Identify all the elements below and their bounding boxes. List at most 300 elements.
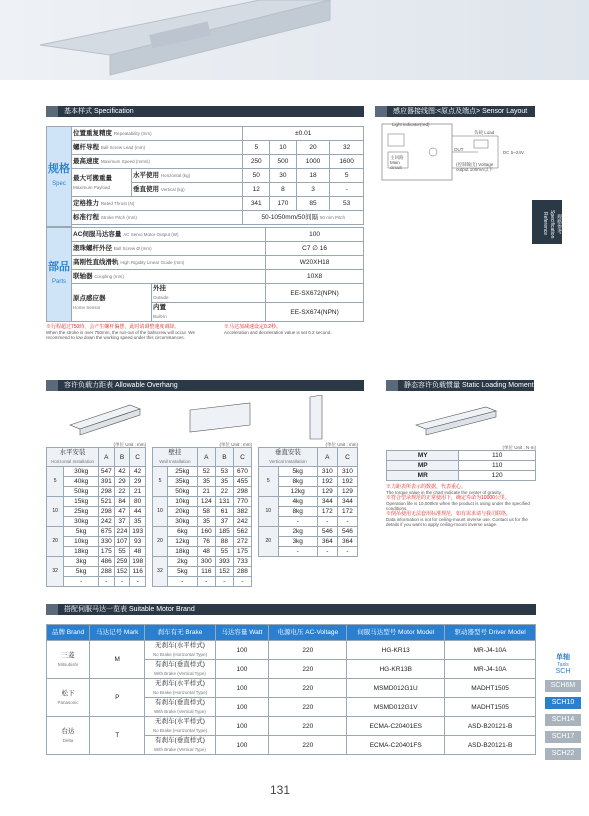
table-cell: 521 [99,497,115,507]
spec-label: 水平使用 Horizontal (kg) [132,169,243,183]
table-cell: 3kg [278,537,317,547]
table-cell: 310 [337,467,357,477]
section-title-en: Specification [93,108,134,115]
table-cell: 84 [114,497,130,507]
moment-key: MY [387,451,459,461]
table-row [153,527,252,537]
parts-value: W20XH18 [266,256,364,270]
parts-label: 联轴器 Coupling (mm) [72,270,266,284]
table-cell: 129 [317,487,337,497]
spec-value: 170 [270,197,297,211]
table-cell: 220 [269,736,347,755]
table-cell: 8kg [278,477,317,487]
table-head: 垂直安装 Vertical Installation [259,448,318,467]
table-cell: HG-KR13B [347,660,445,679]
table-cell: 6kg [167,527,197,537]
table-cell: 52 [197,467,215,477]
table-cell: MSMD012G1U [347,679,445,698]
lead-cell: 20 [47,527,64,557]
table-cell: 185 [215,527,233,537]
table-cell: MR-J4-10A [445,660,536,679]
sensor-label-out: OUT [454,147,464,152]
spec-value: ±0.01 [243,127,364,141]
table-cell: ASD-B20121-B [445,717,536,736]
spec-value: 85 [296,197,330,211]
moment-note: ※力距表所表示的数据，代表重心。 [386,484,467,490]
tab-sch6m[interactable]: SCH6M [545,680,581,692]
table-cell: 193 [130,527,146,537]
table-cell: - [337,517,357,527]
table-cell: 272 [233,537,251,547]
spec-value: 250 [243,155,270,169]
section-header-spec [46,106,364,117]
table-cell: 37 [114,517,130,527]
section-title-cn: 静态容许负载惯量 [404,382,460,389]
table-cell: 770 [233,497,251,507]
section-title-en: Allowable Overhang [114,382,178,389]
overhang-diagrams [60,395,360,440]
parts-label: 外挂 Outside [152,284,266,303]
moment-value: 120 [459,471,536,481]
table-cell: 172 [337,507,357,517]
brand-cell: 三菱 Mitsubishi [47,641,90,679]
table-cell: 192 [317,477,337,487]
table-cell: 48 [197,547,215,557]
moment-table [386,450,536,481]
table-cell: - [278,517,317,527]
section-title-en: Sensor Layout [482,108,528,115]
unit-label: (单位 Unit : mm) [325,442,358,447]
table-cell: 55 [114,547,130,557]
table-cell: 3kg [64,557,99,567]
table-cell: 76 [197,537,215,547]
table-cell: 100 [215,660,269,679]
table-cell: 30kg [64,467,99,477]
brand-cell: 松下 Panasonic [47,679,90,717]
note-1: ※行程超过750時，会产生螺杆偏摆，此时请调整速度调降。 [46,324,180,330]
spec-value: 5 [330,169,364,183]
table-cell: 100 [215,679,269,698]
table-cell: 344 [317,497,337,507]
table-row [153,567,252,577]
section-header-sensor [375,106,535,117]
table-cell: 25kg [167,467,197,477]
table-cell: 562 [233,527,251,537]
table-row [153,507,252,517]
table-cell: 37 [215,517,233,527]
moment-note: ※倒吊使用无法套用标准规范，如有需求请与我司联络。 [386,511,512,517]
table-cell: 42 [130,467,146,477]
section-title-cn: 搭配伺服马达一览表 [64,606,127,613]
table-cell: 175 [99,547,115,557]
brake-cell: 无刹车(水平样式) No Brake (Horizontal Type) [145,679,215,698]
table-cell: 288 [99,567,115,577]
spec-value: 8 [270,183,297,197]
spec-value: 12 [243,183,270,197]
table-cell: 10kg [64,537,99,547]
note-2-en: Acceleration and deceleration value is set 0.2 second. [224,330,332,335]
moment-note: Operation life is 10,000km when the product is using under the specified conditions. [386,501,530,511]
spec-value: - [330,183,364,197]
lead-cell: 20 [153,527,168,557]
table-cell: MSMD012G1V [347,698,445,717]
table-cell: 22 [114,487,130,497]
tab-sch10[interactable]: SCH10 [545,697,581,709]
table-row [259,527,358,537]
sensor-label-load: 负载 Load [474,130,495,135]
table-row [153,577,252,587]
table-cell: 344 [337,497,357,507]
static-moment-section [386,395,536,527]
spec-label: 垂直使用 Vertical (kg) [132,183,243,197]
table-cell: 298 [99,507,115,517]
table-cell: 2kg [167,557,197,567]
overhang-table-horizontal: (单位 Unit : mm) 水平安装 Horizontal Installation A B C 5 30kg 547 42 42 40kg 391 29 29 50kg 298 22 21 10 15kg 521 84 80 25kg 298 47 44 30kg 242 37 35 20 5kg 675 224 193 10kg 330 107 93 18kg 175 55 48 32 3kg 486 259 198 5kg 288 152 116 - - - - [46,442,146,587]
tab-sch14[interactable]: SCH14 [545,714,581,726]
table-cell: 18kg [167,547,197,557]
parts-label: AC伺服马达容量 AC Servo Motor Output (W) [72,228,266,242]
table-cell: 30kg [64,517,99,527]
sensor-label-dc: DC 5~24V [503,150,524,155]
brake-cell: 无刹车(水平样式) No Brake (Horizontal Type) [145,641,215,660]
table-cell: 675 [99,527,115,537]
spec-value: 1000 [296,155,330,169]
table-cell: 733 [233,557,251,567]
spec-value: 32 [330,141,364,155]
table-row [153,467,252,477]
motor-table [46,624,536,755]
section-header-static-moment [386,380,534,391]
series-nav-title: 单轴 Taxis SCH [555,654,571,675]
table-cell: 100 [215,717,269,736]
table-cell: 29 [130,477,146,487]
table-cell: 364 [337,537,357,547]
spec-value: 1600 [330,155,364,169]
spec-value: 3 [296,183,330,197]
table-cell: ECMA-C20401ES [347,717,445,736]
parts-value: 100 [266,228,364,242]
table-cell: 116 [130,567,146,577]
table-cell: 2kg [278,527,317,537]
spec-label: 定格推力 Rated Thrust (N) [72,197,243,211]
section-title-en: Suitable Motor Brand [128,606,195,613]
lead-cell: 10 [47,497,64,527]
table-row [153,557,252,567]
sensor-label-light: Light indicator(red) [392,122,430,127]
table-cell: MR-J4-10A [445,641,536,660]
lead-cell: 5 [259,467,279,497]
table-row [47,557,146,567]
table-row [47,527,146,537]
overhang-table-wall: (单位 Unit : mm) 壁挂 Wall Installation A B C 5 25kg 52 53 670 35kg 35 35 455 50kg 21 22 298 10 10kg 124 131 770 20kg 58 61 382 30kg 35 37 242 20 6kg 160 185 562 12kg 76 88 272 18kg 48 55 175 32 2kg 300 393 733 5kg 116 152 288 - - - - [152,442,252,587]
table-cell: 40kg [64,477,99,487]
table-row [47,717,536,736]
home-sensor-label: 原点感应器 Home Sensor [72,284,152,322]
spec-value: 53 [330,197,364,211]
mark-cell: T [90,717,145,755]
table-cell: 44 [130,507,146,517]
table-cell: 30kg [167,517,197,527]
table-cell: 175 [233,547,251,557]
actuator-image [0,0,589,80]
table-cell: 160 [197,527,215,537]
table-cell: 5kg [64,567,99,577]
table-cell: - [278,547,317,557]
parts-value: C7 ∅ 16 [266,242,364,256]
spec-label: 位置重复精度 Repeatability (mm) [72,127,243,141]
table-cell: 61 [215,507,233,517]
unit-label: (单位 Unit : mm) [219,442,252,447]
table-cell: 547 [99,467,115,477]
table-cell: 546 [337,527,357,537]
moment-key: MR [387,471,459,481]
table-cell: 298 [99,487,115,497]
table-cell: - [99,577,115,587]
table-cell: 22 [215,487,233,497]
table-cell: - [114,577,130,587]
table-cell: 21 [130,487,146,497]
table-cell: - [64,577,99,587]
unit-label-nm: (单位 Unit : N·m) [502,445,536,450]
table-cell: 93 [130,537,146,547]
motor-table-header [47,625,536,641]
spec-table [46,126,364,340]
table-head: 壁挂 Wall Installation [153,448,198,467]
vertical-spec-reference-label: 规格参考 Specification Reference [532,200,562,244]
table-cell: 198 [130,557,146,567]
table-cell: 100 [215,736,269,755]
spec-value: 10 [270,141,297,155]
col-header: 伺服马达型号 Motor Model [347,625,445,641]
table-cell: 455 [233,477,251,487]
section-header-overhang [46,380,364,391]
table-cell: 391 [99,477,115,487]
table-cell: 18kg [64,547,99,557]
table-cell: 310 [317,467,337,477]
table-cell: 35 [197,477,215,487]
moment-value: 110 [459,451,536,461]
table-cell: 8kg [278,507,317,517]
table-cell: HG-KR13 [347,641,445,660]
table-cell: 131 [215,497,233,507]
table-cell: 48 [130,547,146,557]
table-row [259,467,358,477]
spec-value: 50-1050mm/50间隔 50 mm Pitch [243,211,364,225]
table-cell: 298 [233,487,251,497]
table-cell: 100 [215,698,269,717]
col-header: 电源电压 AC-Voltage [269,625,347,641]
spec-value: 5 [243,141,270,155]
table-cell: 220 [269,698,347,717]
table-cell: 12kg [278,487,317,497]
moment-note: The torque value in the chart indicate the center of gravity. [386,490,502,495]
table-cell: 15kg [64,497,99,507]
table-cell: - [167,577,197,587]
moment-note: ※符合型录规范的正常使用下，确定寿命为10000公里。 [386,495,510,501]
table-cell: 486 [99,557,115,567]
col-header: 马达记号 Mark [90,625,145,641]
tab-sch17[interactable]: SCH17 [545,731,581,743]
table-cell: 259 [114,557,130,567]
table-cell: 53 [215,467,233,477]
spec-value: 18 [296,169,330,183]
table-cell: 364 [317,537,337,547]
col-header: 刹车有无 Brake [145,625,215,641]
table-cell: 382 [233,507,251,517]
table-cell: - [337,547,357,557]
table-cell: 25kg [64,507,99,517]
table-row [153,497,252,507]
moment-notes [386,484,536,527]
table-cell: 50kg [167,487,197,497]
tab-sch22[interactable]: SCH22 [545,748,581,760]
sensor-label-main: 主回路 Main circuit [390,155,404,170]
table-cell: 107 [114,537,130,547]
table-cell: 50kg [64,487,99,497]
table-cell: 546 [317,527,337,537]
section-title-en: Static Loading Moment [461,382,534,389]
table-cell: MADHT1505 [445,679,536,698]
table-cell: - [197,577,215,587]
spec-value: 30 [270,169,297,183]
table-cell: - [215,577,233,587]
lead-cell: 5 [153,467,168,497]
table-cell: 35 [197,517,215,527]
note-1-en: When the stroke is over 750mm, the run-out of the ballscrew will occur. We recommend to low down the working speed under this circumstances. [46,330,195,340]
table-row [47,679,536,698]
note-2: ※马达加减速设定0.2秒。 [224,324,281,330]
brake-cell: 有刹车(垂直样式) With Brake (Vertical Type) [145,698,215,717]
parts-label: 高刚性直线滑轨 High Rigidity Linear Guide (mm) [72,256,266,270]
table-cell: 670 [233,467,251,477]
table-cell: MADHT1505 [445,698,536,717]
mark-cell: M [90,641,145,679]
section-title-cn: 感应器接线图:<原点及端点> [393,108,481,115]
lead-cell: 20 [259,527,279,557]
table-cell: 35kg [167,477,197,487]
payload-label: 最大可搬重量 Maximum Payload [72,169,132,197]
table-cell: 4kg [278,497,317,507]
table-cell: 42 [114,467,130,477]
table-cell: 47 [114,507,130,517]
table-row [153,477,252,487]
table-cell: 100 [215,641,269,660]
table-cell: 220 [269,717,347,736]
table-cell: - [233,577,251,587]
table-row [153,537,252,547]
table-cell: 29 [114,477,130,487]
table-cell: 242 [99,517,115,527]
table-cell: 330 [99,537,115,547]
overhang-tables [46,442,364,587]
spec-value: 341 [243,197,270,211]
lead-cell: 32 [47,557,64,587]
unit-label: (单位 Unit : mm) [113,442,146,447]
col-header: 驱动器型号 Driver Model [445,625,536,641]
lead-cell: 10 [153,497,168,527]
section-header-motor [46,604,536,615]
moment-value: 110 [459,461,536,471]
table-row [47,497,146,507]
table-cell: 88 [215,537,233,547]
spec-label: 标准行程 Stroke Pitch (mm) [72,211,243,225]
table-cell: 124 [197,497,215,507]
spec-value: 500 [270,155,297,169]
section-title-cn: 容许负载力距表 [64,382,113,389]
table-row [153,487,252,497]
table-row [47,467,146,477]
table-cell: 35 [130,517,146,527]
col-header: 品牌 Brand [47,625,90,641]
table-cell: 5kg [167,567,197,577]
moment-note: Data information is not for ceiling-mount inverse use. Contact us for the details if you want to apply ceiling-mount inverse usage. [386,517,528,527]
table-cell: - [317,547,337,557]
table-cell: 5kg [64,527,99,537]
table-cell: 242 [233,517,251,527]
table-row [153,547,252,557]
table-cell: 55 [215,547,233,557]
table-head: 水平安装 Horizontal Installation [47,448,99,467]
lead-cell: 32 [153,557,168,587]
spec-notes [46,324,364,340]
table-cell: 220 [269,679,347,698]
parts-label: 内置 Built-in [152,303,266,322]
table-cell: 152 [114,567,130,577]
parts-side-label: 部品 Parts [47,228,72,322]
table-cell: 129 [337,487,357,497]
table-cell: 300 [197,557,215,567]
sensor-label-vout: (控制输出) Voltage output 100mA以下 [456,162,494,172]
spec-label: 螺杆导程 Ball Screw Lead (mm) [72,141,243,155]
table-cell: 172 [317,507,337,517]
brand-cell: 台达 Delta [47,717,90,755]
table-cell: 20kg [167,507,197,517]
table-row [259,497,358,507]
table-cell: 152 [215,567,233,577]
table-cell: 10kg [167,497,197,507]
table-cell: 220 [269,641,347,660]
table-cell: ASD-B20121-B [445,736,536,755]
table-cell: - [317,517,337,527]
spec-label: 最高速度 Maximum Speed (mm/s) [72,155,243,169]
brake-cell: 有刹车(垂直样式) With Brake (Vertical Type) [145,660,215,679]
hero-product-image [0,0,589,80]
brake-cell: 无刹车(水平样式) No Brake (Horizontal Type) [145,717,215,736]
table-cell: 116 [197,567,215,577]
mark-cell: P [90,679,145,717]
parts-label: 滚珠螺杆外径 Ball Screw Ø (mm) [72,242,266,256]
spec-value: 50 [243,169,270,183]
table-row [153,517,252,527]
table-cell: 5kg [278,467,317,477]
page-number: 131 [270,783,291,797]
table-cell: 192 [337,477,357,487]
overhang-table-vertical: (单位 Unit : mm) 垂直安装 Vertical Installation A C 5 5kg 310 310 8kg 192 192 12kg 129 129 10 4kg 344 344 8kg 172 172 - - - 20 2kg 546 546 3kg 364 364 - - - [258,442,358,587]
spec-side-label: 规格 Spec [47,127,72,227]
lead-cell: 10 [259,497,279,527]
parts-value: EE-SX672(NPN) [266,284,364,303]
spec-value: 20 [296,141,330,155]
table-cell: 58 [197,507,215,517]
lead-cell: 5 [47,467,64,497]
sensor-diagram [378,122,536,184]
table-cell: 220 [269,660,347,679]
col-header: 马达容量 Watt [215,625,269,641]
table-row [47,641,536,660]
parts-value: EE-SX674(NPN) [266,303,364,322]
table-cell: 393 [215,557,233,567]
table-cell: ECMA-C20401FS [347,736,445,755]
